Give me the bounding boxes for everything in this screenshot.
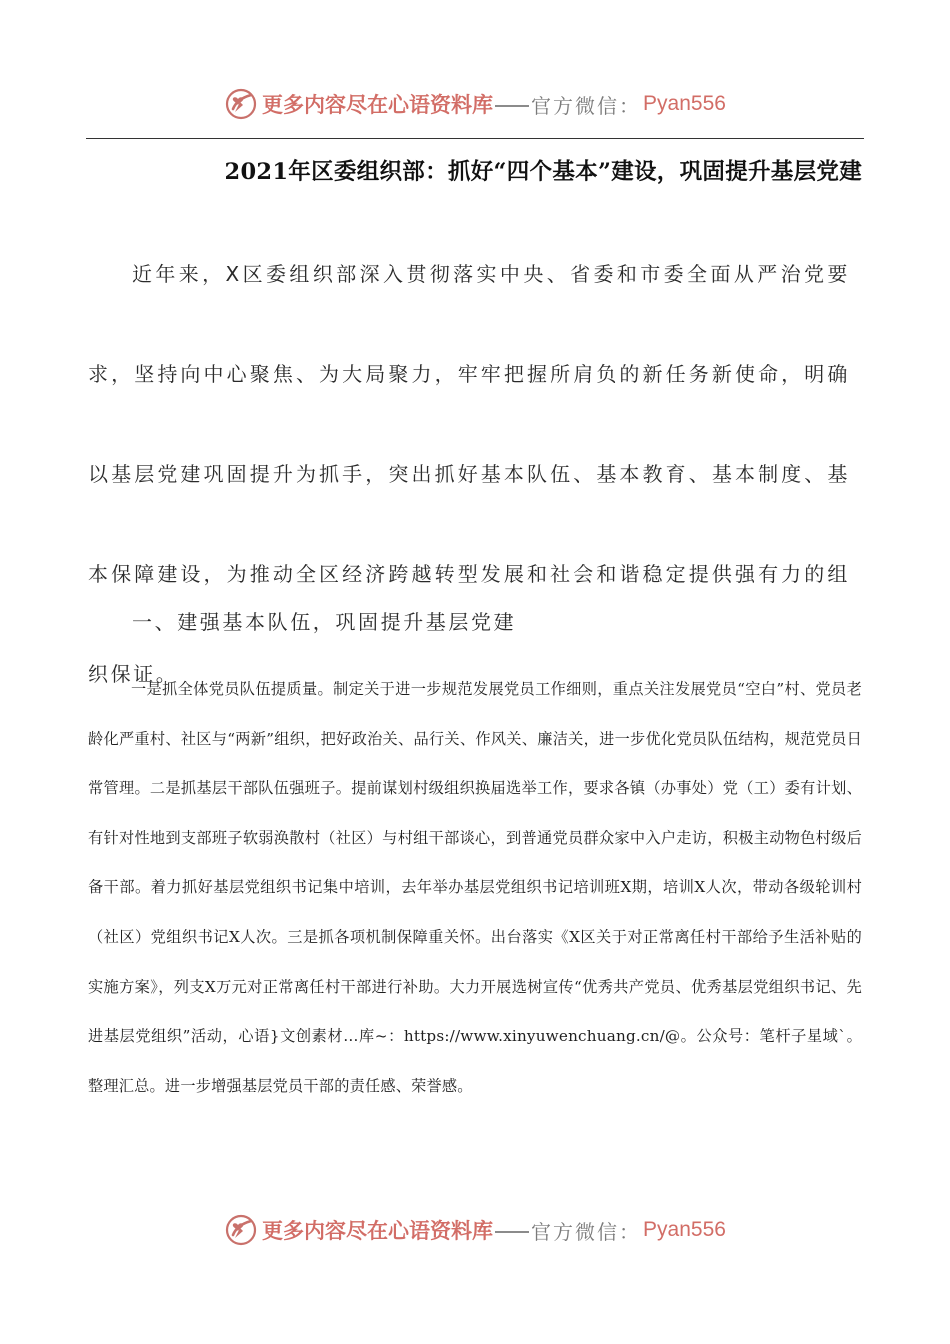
pen-heart-logo-icon	[224, 87, 258, 121]
watermark-id-text: Pyan556	[643, 1218, 726, 1241]
watermark-dash	[495, 105, 529, 107]
pen-heart-logo-icon	[224, 1213, 258, 1247]
watermark-dash	[495, 1231, 529, 1233]
watermark-sub-text: 官方微信：	[531, 93, 642, 118]
header-divider	[86, 138, 864, 139]
watermark-id-text: Pyan556	[643, 92, 726, 115]
document-title: 2021年区委组织部：抓好“四个基本”建设，巩固提升基层党建	[224, 159, 862, 185]
intro-paragraph: 近年来，X区委组织部深入贯彻落实中央、省委和市委全面从严治党要求，坚持向中心聚焦、为大局聚力，牢牢把握所肩负的新任务新使命，明确以基层党建巩固提升为抓手，突出抓好基本队伍、基本教育、基本制度、基本保障建设，为推动全区经济跨越转型发展和社会和谐稳定提供强有力的组织保证。	[88, 262, 850, 686]
header-watermark	[0, 84, 950, 124]
watermark-sub-text: 官方微信：	[531, 1219, 642, 1244]
watermark-main-text: 更多内容尽在心语资料库	[262, 92, 494, 117]
section-heading: 一、建强基本队伍，巩固提升基层党建	[132, 610, 517, 634]
section-body-paragraph: 一是抓全体党员队伍提质量。制定关于进一步规范发展党员工作细则，重点关注发展党员“空白”村、党员老龄化严重村、社区与“两新”组织，把好政治关、品行关、作风关、廉洁关，进一步优化党员队伍结构，规范党员日常管理。二是抓基层干部队伍强班子。提前谋划村级组织换届选举工作，要求各镇（办事处）党（工）委有计划、有针对性地到支部班子软弱涣散村（社区）与村组干部谈心，到普通党员群众家中入户走访，积极主动物色村级后备干部。着力抓好基层党组织书记集中培训，去年举办基层党组织书记培训班X期，培训X人次，带动各级轮训村（社区）党组织书记X人次。三是抓各项机制保障重关怀。出台落实《X区关于对正常离任村干部给予生活补贴的实施方案》，列支X万元对正常离任村干部进行补助。大力开展选树宣传“优秀共产党员、优秀基层党组织书记、先进基层党组织”活动，心语}文创素材…库~：https://www.xinyuwenchuang.cn/@。公众号：笔杆子星域`。整理汇总。进一步增强基层党员干部的责任感、荣誉感。	[88, 680, 862, 1095]
watermark-main-text: 更多内容尽在心语资料库	[262, 1218, 494, 1243]
footer-watermark	[0, 1210, 950, 1250]
